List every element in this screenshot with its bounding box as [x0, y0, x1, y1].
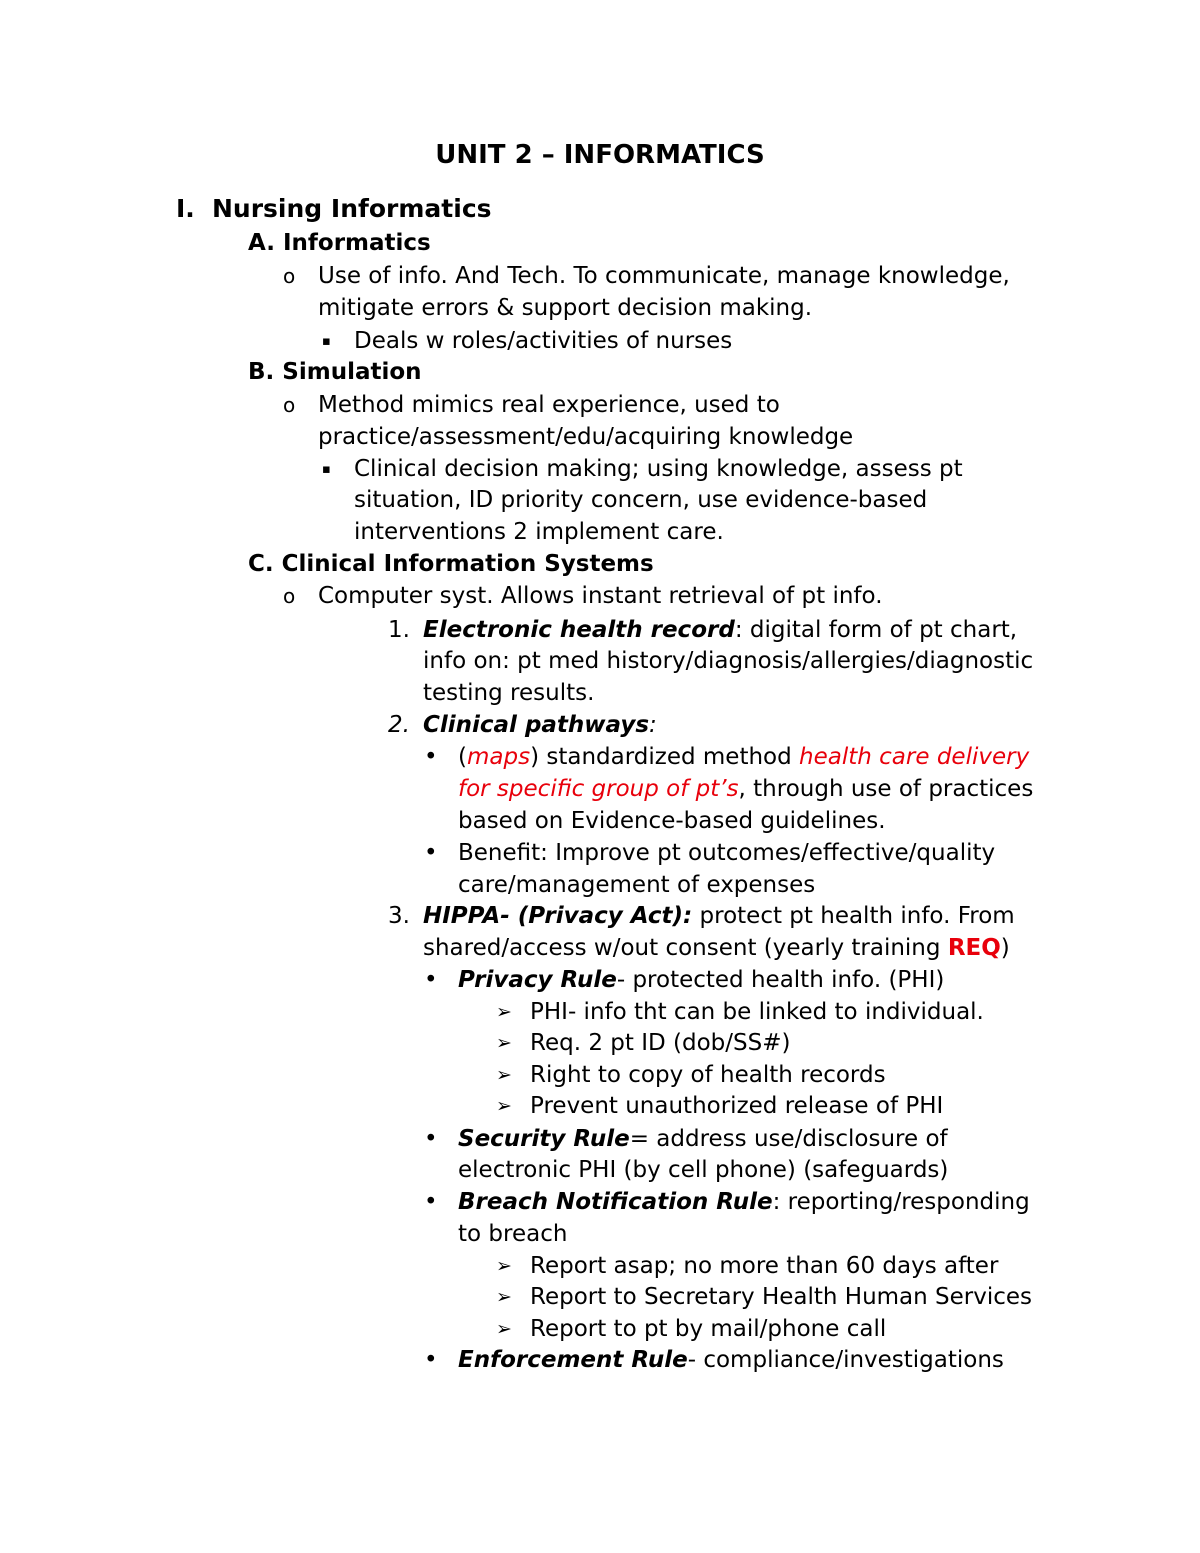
text-run: , through use of practices [738, 776, 1034, 802]
list-number: 2. [388, 712, 410, 738]
circle-bullet: o [283, 584, 296, 608]
text-run: ) standardized method [530, 744, 800, 770]
dot-bullet: • [424, 744, 438, 770]
arrow-bullet: ➢ [496, 1318, 512, 1340]
maps-term: maps [466, 744, 531, 770]
dot-bullet: • [424, 1126, 438, 1152]
list-item: Report to Secretary Health Human Services [530, 1284, 1033, 1310]
cp-term: Clinical pathways [423, 712, 650, 738]
list-item: Report to pt by mail/phone call [530, 1316, 887, 1342]
square-bullet: ▪ [322, 334, 331, 349]
body-text: based on Evidence-based guidelines. [458, 808, 886, 834]
dot-bullet: • [424, 1347, 438, 1373]
req-highlight: REQ [947, 935, 1001, 961]
text-run: ) [1000, 935, 1010, 961]
paren: ( [458, 744, 467, 770]
cp-line [423, 710, 657, 741]
body-text: care/management of expenses [458, 872, 816, 898]
arrow-bullet: ➢ [496, 1255, 512, 1277]
body-text: interventions 2 implement care. [354, 519, 724, 545]
list-item: Req. 2 pt ID (dob/SS#) [530, 1030, 791, 1056]
breach-rule-line [458, 1187, 1030, 1218]
cp-colon: : [649, 712, 657, 738]
list-item: Report asap; no more than 60 days after [530, 1253, 999, 1279]
text-run: protect pt health info. From [692, 903, 1015, 929]
circle-bullet: o [283, 393, 296, 417]
ehr-line [423, 615, 1017, 646]
body-text: practice/assessment/edu/acquiring knowledge [318, 424, 854, 450]
section-heading: Nursing Informatics [212, 194, 492, 223]
list-number: 3. [388, 903, 410, 929]
cp-bullet1-line1 [458, 742, 1029, 773]
body-text: info on: pt med history/diagnosis/allergies/diagnostic [423, 648, 1034, 674]
dot-bullet: • [424, 967, 438, 993]
list-item: Right to copy of health records [530, 1062, 886, 1088]
breach-term: Breach Notification Rule [458, 1189, 773, 1215]
body-text: electronic PHI (by cell phone) (safeguards) [458, 1157, 949, 1183]
text-run: = address use/disclosure of [629, 1126, 948, 1152]
privacy-term: Privacy Rule [458, 967, 617, 993]
highlight-text: for specific group of pt’s [458, 776, 739, 802]
arrow-bullet: ➢ [496, 1286, 512, 1308]
body-text: Computer syst. Allows instant retrieval of pt info. [318, 583, 883, 609]
subheading-clinical-info-systems: C. Clinical Information Systems [248, 551, 654, 577]
arrow-bullet: ➢ [496, 1001, 512, 1023]
circle-bullet: o [283, 264, 296, 288]
body-text: mitigate errors & support decision making. [318, 295, 813, 321]
dot-bullet: • [424, 1189, 438, 1215]
enforcement-term: Enforcement Rule [458, 1347, 688, 1373]
text-run: - protected health info. (PHI) [616, 967, 945, 993]
section-number: I. [176, 194, 195, 223]
subheading-informatics: A. Informatics [248, 230, 431, 256]
body-text: Clinical decision making; using knowledge, assess pt [354, 456, 963, 482]
dot-bullet: • [424, 840, 438, 866]
ehr-term: Electronic health record [423, 617, 735, 643]
body-text: Deals w roles/activities of nurses [354, 328, 733, 354]
hippa-line [423, 901, 1015, 932]
body-text: Method mimics real experience, used to [318, 392, 780, 418]
body-text: Use of info. And Tech. To communicate, manage knowledge, [318, 263, 1010, 289]
hippa-term: HIPPA- (Privacy Act): [423, 903, 693, 929]
arrow-bullet: ➢ [496, 1095, 512, 1117]
body-text: to breach [458, 1221, 568, 1247]
text-run: : reporting/responding [772, 1189, 1030, 1215]
cp-bullet1-line2 [458, 774, 1033, 805]
body-text: situation, ID priority concern, use evidence-based [354, 487, 928, 513]
arrow-bullet: ➢ [496, 1064, 512, 1086]
subheading-simulation: B. Simulation [248, 359, 422, 385]
highlight-text: health care delivery [799, 744, 1030, 770]
privacy-rule-line [458, 965, 944, 996]
body-text: Benefit: Improve pt outcomes/effective/quality [458, 840, 996, 866]
body-text: testing results. [423, 680, 595, 706]
square-bullet: ▪ [322, 462, 331, 477]
text-run: shared/access w/out consent (yearly training [423, 935, 948, 961]
security-term: Security Rule [458, 1126, 630, 1152]
list-item: PHI- info tht can be linked to individual. [530, 999, 984, 1025]
enforcement-rule-line [458, 1345, 1004, 1376]
ehr-definition: : digital form of pt chart, [734, 617, 1018, 643]
list-number: 1. [388, 617, 410, 643]
list-item: Prevent unauthorized release of PHI [530, 1093, 944, 1119]
page-title: UNIT 2 – INFORMATICS [435, 140, 765, 170]
arrow-bullet: ➢ [496, 1032, 512, 1054]
text-run: - compliance/investigations [687, 1347, 1004, 1373]
security-rule-line [458, 1124, 948, 1155]
hippa-line2 [423, 933, 1010, 964]
